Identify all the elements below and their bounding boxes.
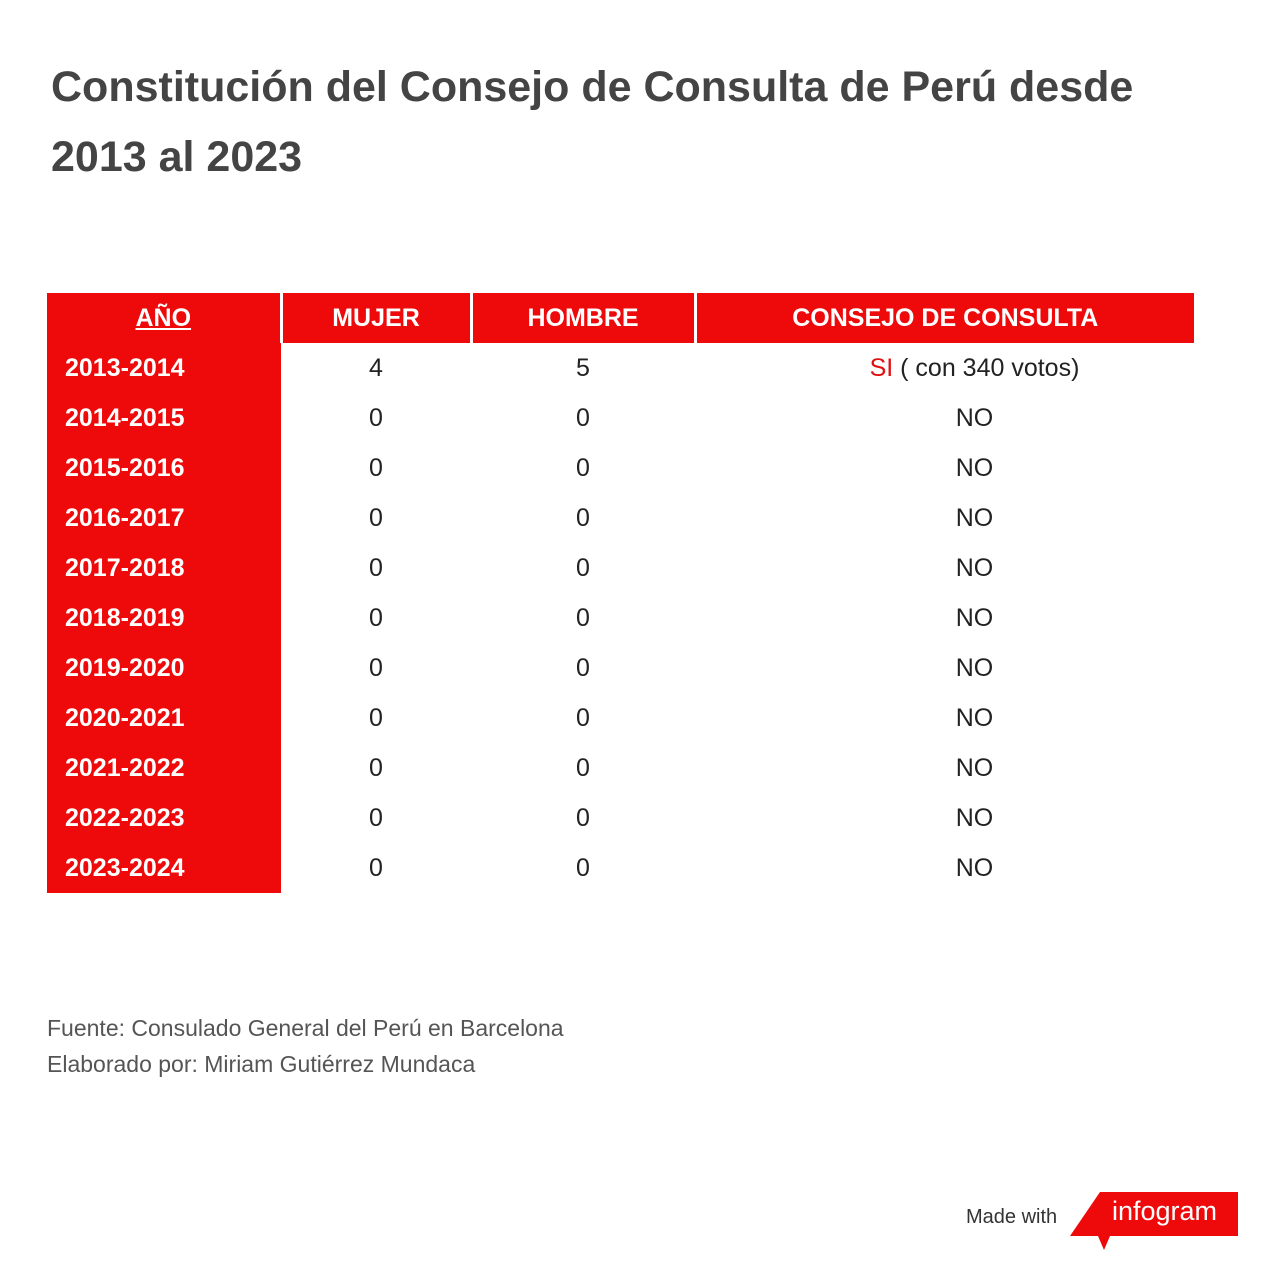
cell-year: 2023-2024 — [47, 843, 281, 893]
cell-consejo — [695, 643, 1194, 693]
table-row — [47, 743, 1194, 793]
table-row — [47, 793, 1194, 843]
cell-mujer: 0 — [369, 453, 383, 482]
infogram-branding[interactable] — [966, 1192, 1246, 1254]
cell-consejo — [695, 343, 1194, 393]
consejo-value: NO — [955, 853, 994, 882]
cell-hombre: 0 — [576, 503, 590, 532]
cell-hombre: 0 — [576, 603, 590, 632]
source-note: Fuente: Consulado General del Perú en Barcelona — [47, 1015, 564, 1041]
cell-year: 2018-2019 — [47, 593, 281, 643]
table-row — [47, 643, 1194, 693]
table-row — [47, 543, 1194, 593]
cell-year: 2015-2016 — [47, 443, 281, 493]
cell-consejo — [695, 543, 1194, 593]
consejo-value: NO — [955, 603, 994, 632]
cell-hombre: 0 — [576, 703, 590, 732]
infogram-logo-text: infogram — [1112, 1196, 1218, 1226]
cell-mujer: 0 — [369, 803, 383, 832]
consejo-value: NO — [955, 403, 994, 432]
cell-consejo — [695, 443, 1194, 493]
table-body — [47, 343, 1194, 893]
cell-consejo — [695, 493, 1194, 543]
cell-hombre: 5 — [576, 353, 590, 382]
cell-hombre: 0 — [576, 453, 590, 482]
consejo-highlight: SI — [869, 353, 894, 382]
cell-mujer: 0 — [369, 503, 383, 532]
cell-consejo — [695, 693, 1194, 743]
cell-year: 2020-2021 — [47, 693, 281, 743]
cell-mujer: 0 — [369, 703, 383, 732]
cell-consejo — [695, 793, 1194, 843]
cell-year: 2014-2015 — [47, 393, 281, 443]
consejo-value: NO — [955, 453, 994, 482]
consejo-value: NO — [955, 553, 994, 582]
made-with-label: Made with — [966, 1206, 1058, 1228]
table-row — [47, 593, 1194, 643]
cell-year: 2021-2022 — [47, 743, 281, 793]
cell-year: 2013-2014 — [47, 343, 281, 393]
table-row — [47, 393, 1194, 443]
cell-mujer: 0 — [369, 653, 383, 682]
cell-mujer: 0 — [369, 753, 383, 782]
column-header-hombre[interactable]: HOMBRE — [471, 293, 695, 343]
table-row — [47, 693, 1194, 743]
column-header-consejo[interactable]: CONSEJO DE CONSULTA — [695, 293, 1194, 343]
cell-consejo — [695, 393, 1194, 443]
infogram-logo[interactable] — [1070, 1192, 1240, 1252]
cell-year: 2017-2018 — [47, 543, 281, 593]
cell-consejo — [695, 593, 1194, 643]
cell-hombre: 0 — [576, 853, 590, 882]
table-row — [47, 843, 1194, 893]
author-note: Elaborado por: Miriam Gutiérrez Mundaca — [47, 1051, 476, 1077]
cell-consejo — [695, 843, 1194, 893]
table-row — [47, 343, 1194, 393]
cell-mujer: 0 — [369, 553, 383, 582]
consejo-value: NO — [955, 503, 994, 532]
consejo-value: NO — [955, 703, 994, 732]
consejo-value: NO — [955, 803, 994, 832]
cell-hombre: 0 — [576, 753, 590, 782]
cell-mujer: 0 — [369, 853, 383, 882]
cell-year: 2016-2017 — [47, 493, 281, 543]
column-header-mujer[interactable]: MUJER — [281, 293, 471, 343]
cell-consejo — [695, 743, 1194, 793]
table-header-row — [47, 293, 1194, 343]
cell-mujer: 4 — [369, 353, 383, 382]
cell-mujer: 0 — [369, 603, 383, 632]
cell-mujer: 0 — [369, 403, 383, 432]
column-header-year[interactable]: AÑO — [47, 293, 281, 343]
table-row — [47, 493, 1194, 543]
cell-year: 2022-2023 — [47, 793, 281, 843]
table-row — [47, 443, 1194, 493]
cell-hombre: 0 — [576, 653, 590, 682]
cell-year: 2019-2020 — [47, 643, 281, 693]
cell-hombre: 0 — [576, 803, 590, 832]
data-table — [47, 293, 1194, 893]
consejo-value: NO — [955, 753, 994, 782]
cell-hombre: 0 — [576, 403, 590, 432]
page-title: Constitución del Consejo de Consulta de Perú desde 2013 al 2023 — [51, 63, 1134, 181]
footer — [47, 1010, 564, 1082]
cell-hombre: 0 — [576, 553, 590, 582]
consejo-value: NO — [955, 653, 994, 682]
consejo-value: ( con 340 votos) — [893, 353, 1080, 382]
